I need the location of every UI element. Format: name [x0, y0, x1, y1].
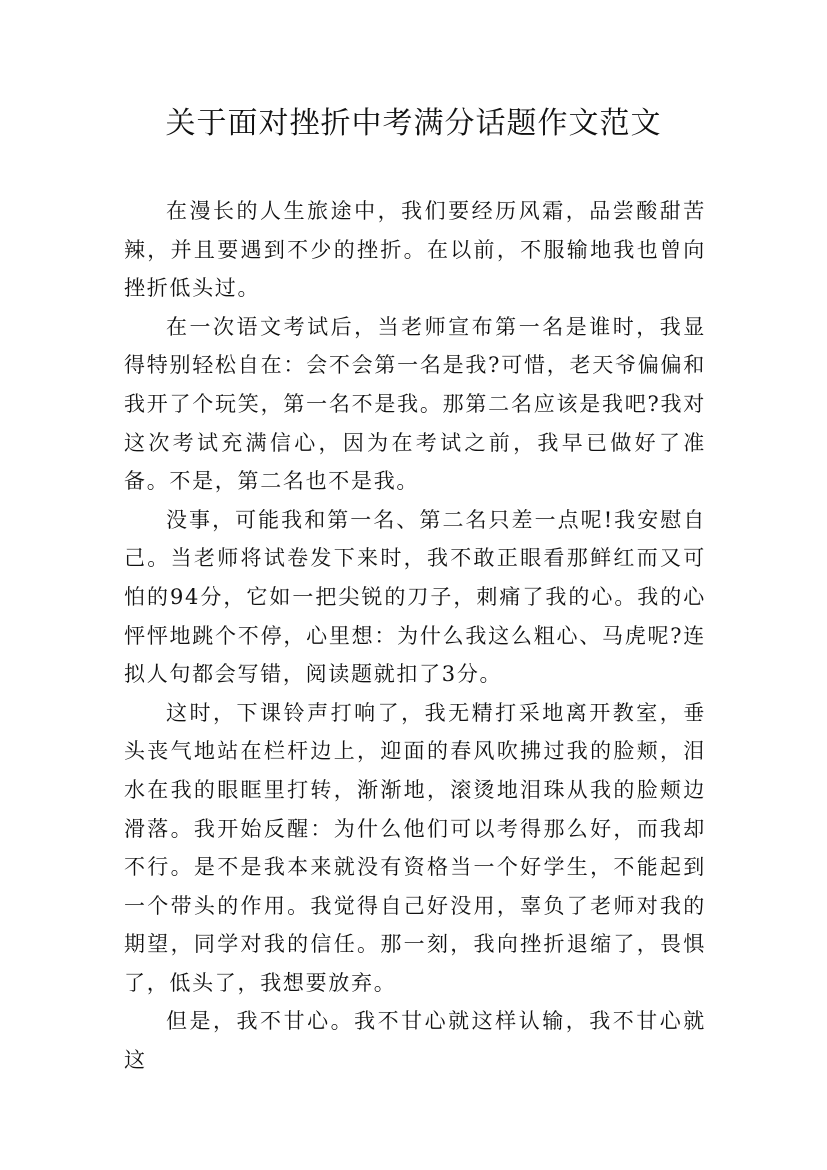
paragraph-3: 没事，可能我和第一名、第二名只差一点呢!我安慰自己。当老师将试卷发下来时，我不敢正眼看那鲜红而又可怕的94分，它如一把尖锐的刀子，刺痛了我的心。我的心怦怦地跳个不停，心里想：为什么我这么粗心、马虎呢?连拟人句都会写错，阅读题就扣了3分。 — [124, 507, 706, 687]
paragraph-1: 在漫长的人生旅途中，我们要经历风霜，品尝酸甜苦辣，并且要遇到不少的挫折。在以前，不服输地我也曾向挫折低头过。 — [124, 199, 706, 301]
paragraph-4: 这时，下课铃声打响了，我无精打采地离开教室，垂头丧气地站在栏杆边上，迎面的春风吹拂过我的脸颊，泪水在我的眼眶里打转，渐渐地，滚烫地泪珠从我的脸颊边滑落。我开始反醒：为什么他们可以考得那么好，而我却不行。是不是我本来就没有资格当一个好学生，不能起到一个带头的作用。我觉得自己好没用，辜负了老师对我的期望，同学对我的信任。那一刻，我向挫折退缩了，畏惧了，低头了，我想要放弃。 — [124, 700, 706, 995]
paragraph-2: 在一次语文考试后，当老师宣布第一名是谁时，我显得特别轻松自在：会不会第一名是我?可惜，老天爷偏偏和我开了个玩笑，第一名不是我。那第二名应该是我吧?我对这次考试充满信心，因为在考试之前，我早已做好了准备。不是，第二名也不是我。 — [124, 314, 706, 494]
document-body — [124, 192, 706, 1080]
document-title: 关于面对挫折中考满分话题作文范文 — [165, 106, 662, 141]
paragraph-5: 但是，我不甘心。我不甘心就这样认输，我不甘心就这 — [124, 1009, 706, 1073]
